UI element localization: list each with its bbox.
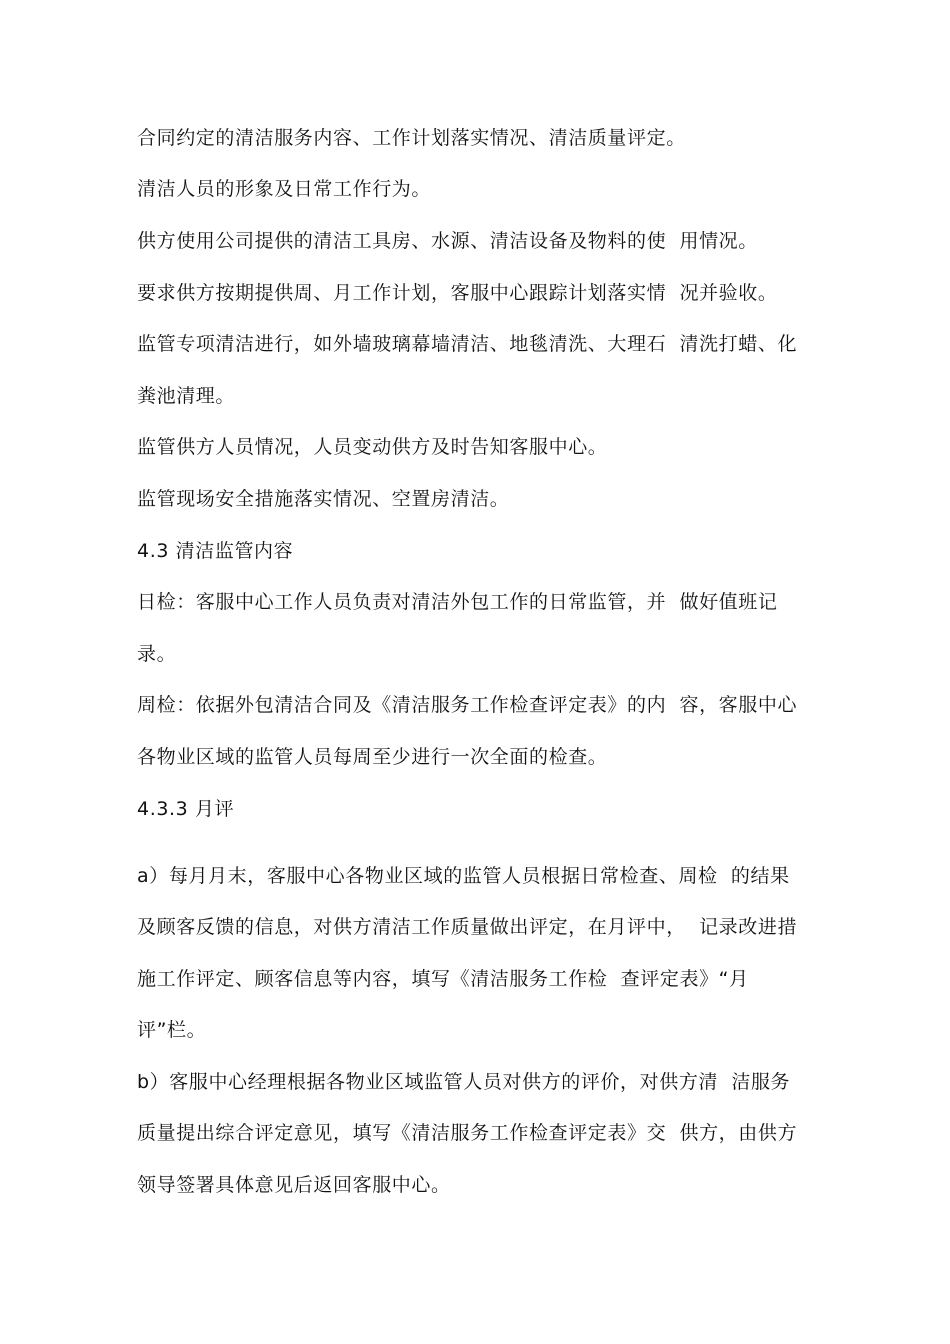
text-line: 供方使用公司提供的清洁工具房、水源、清洁设备及物料的使 用情况。 [137, 230, 758, 252]
section-heading: 4.3.3 月评 [137, 798, 235, 820]
text-line: 日检：客服中心工作人员负责对清洁外包工作的日常监管，并 做好值班记 [137, 591, 778, 613]
text-line: 评”栏。 [137, 1019, 207, 1041]
text-line: 监管专项清洁进行，如外墙玻璃幕墙清洁、地毯清洗、大理石 清洗打蜡、化 [137, 333, 798, 355]
text-line: 施工作评定、顾客信息等内容，填写《清洁服务工作检 查评定表》“月 [137, 968, 749, 990]
text-line: a）每月月末，客服中心各物业区域的监管人员根据日常检查、周检 的结果 [137, 865, 790, 887]
text-line: 录。 [137, 643, 177, 665]
text-line: 监管现场安全措施落实情况、空置房清洁。 [137, 488, 510, 510]
text-line: 质量提出综合评定意见，填写《清洁服务工作检查评定表》交 供方，由供方 [137, 1122, 798, 1144]
text-line: 及顾客反馈的信息，对供方清洁工作质量做出评定，在月评中， 记录改进措 [137, 916, 798, 938]
text-line: 要求供方按期提供周、月工作计划，客服中心跟踪计划落实情 况并验收。 [137, 282, 778, 304]
text-line: 领导签署具体意见后返回客服中心。 [137, 1174, 451, 1196]
text-line: b）客服中心经理根据各物业区域监管人员对供方的评价，对供方清 洁服务 [137, 1071, 791, 1093]
section-heading: 4.3 清洁监管内容 [137, 540, 294, 562]
text-line: 周检：依据外包清洁合同及《清洁服务工作检查评定表》的内 容，客服中心 [137, 694, 798, 716]
text-line: 监管供方人员情况，人员变动供方及时告知客服中心。 [137, 436, 608, 458]
text-line: 合同约定的清洁服务内容、工作计划落实情况、清洁质量评定。 [137, 127, 686, 149]
text-line: 清洁人员的形象及日常工作行为。 [137, 178, 432, 200]
text-line: 粪池清理。 [137, 385, 236, 407]
text-line: 各物业区域的监管人员每周至少进行一次全面的检查。 [137, 746, 608, 768]
